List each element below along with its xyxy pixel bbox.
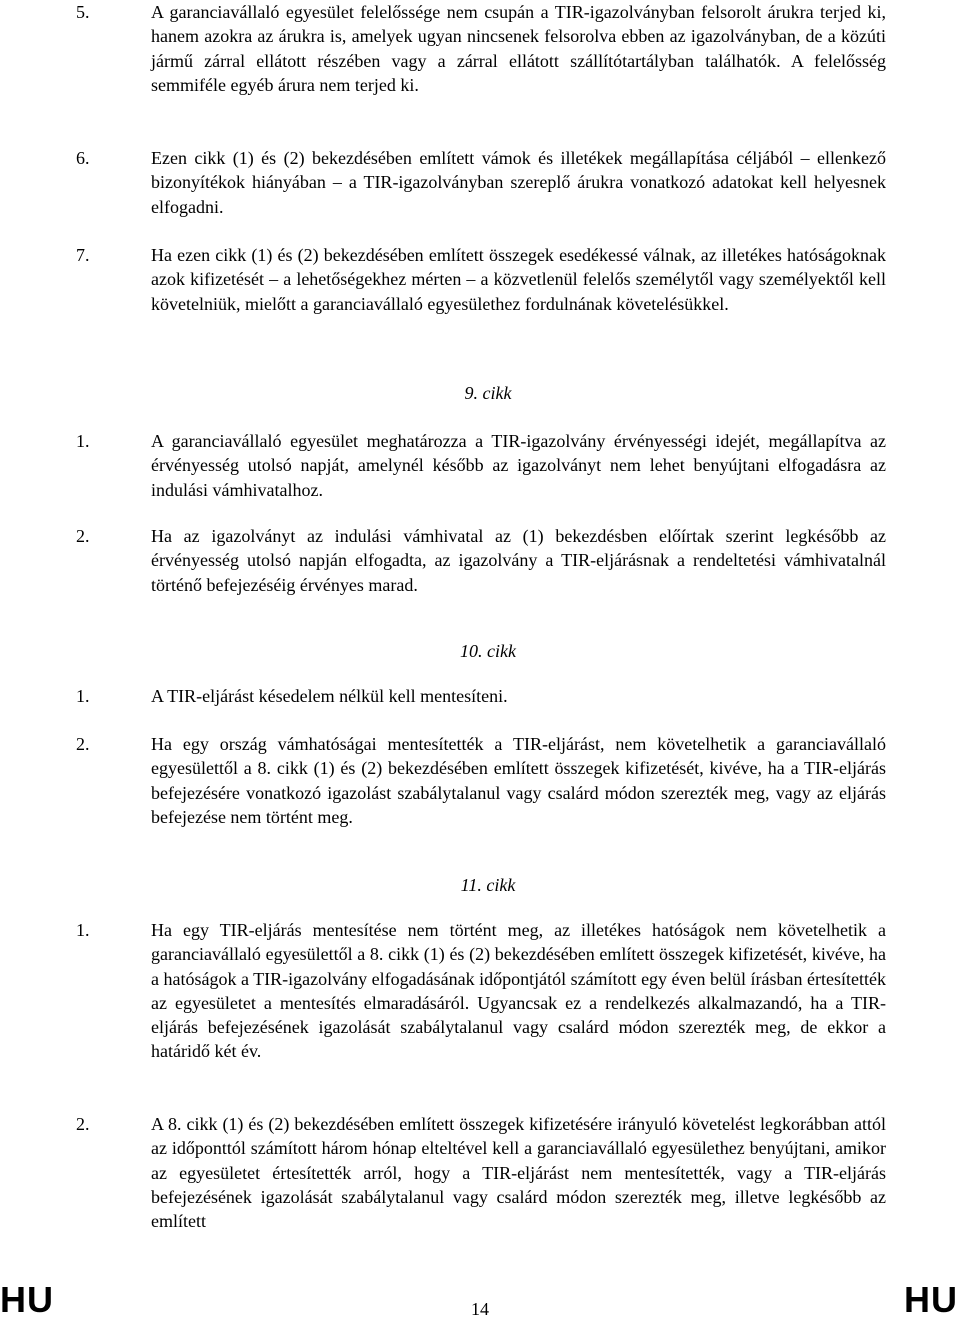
paragraph-number: 2. (76, 526, 90, 546)
paragraph-number: 6. (76, 148, 90, 168)
paragraph-number: 2. (76, 1114, 90, 1134)
paragraph-text: A 8. cikk (1) és (2) bekezdésében említett összegek kifizetésére irányuló követelést legkorábban attól az időponttól számított három hónap elteltével kell a garanciavállaló egyesülethez benyújtani, amikor az egyesületet értesítették arról, hogy a TIR-eljárást nem mentesítették, vagy a TIR-eljárás befejezésének igazolását szabálytalanul vagy csalárd módon szerezték meg, illetve legkésőbb az említett (151, 1114, 886, 1232)
article-heading-11 (0, 873, 960, 897)
paragraph-number: 1. (76, 686, 90, 706)
article-heading-text: 9. cikk (464, 383, 512, 403)
footer-language-mark-right: HU (904, 1279, 958, 1320)
footer-language-mark-left: HU (0, 1279, 54, 1320)
paragraph-number: 1. (76, 920, 90, 940)
paragraph-number: 5. (76, 2, 90, 22)
paragraph-number: 2. (76, 734, 90, 754)
page-number: 14 (471, 1299, 489, 1319)
article-heading-text: 10. cikk (460, 641, 516, 661)
paragraph-text: Ha ezen cikk (1) és (2) bekezdésében említett összegek esedékessé válnak, az illetékes hatóságoknak azok kifizetését – a lehetőségekhez mérten – a közvetlenül felelős személytől vagy személyektől kell követelniük, mielőtt a garanciavállaló egyesülethez fordulnának követelésükkel. (151, 245, 886, 314)
paragraph-text: Ha egy TIR-eljárás mentesítése nem történt meg, az illetékes hatóságok nem követelhetik a garanciavállaló egyesülettől a 8. cikk (1) és (2) bekezdésében említett összegek kifizetését, kivéve, ha a hatóságok a TIR-igazolvány elfogadásának időpontjától számított egy éven belül írásban értesítették az egyesületet a mentesítés elmaradásáról. Ugyancsak ez a rendelkezés alkalmazandó, ha a TIR-eljárás befejezésének igazolását szabálytalanul vagy csalárd módon szerezték meg, de ekkor a határidő két év. (151, 920, 886, 1062)
paragraph-text: Ha egy ország vámhatóságai mentesítették a TIR-eljárást, nem követelhetik a garanciavállaló egyesülettől a 8. cikk (1) és (2) bekezdésében említett összegek kifizetését, kivéve, ha a TIR-eljárás befejezésére vonatkozó igazolást szabálytalanul vagy csalárd módon szerezték meg, vagy az eljárás befejezése nem történt meg. (151, 734, 886, 827)
article-heading-text: 11. cikk (460, 875, 516, 895)
paragraph-text: Ezen cikk (1) és (2) bekezdésében említett vámok és illetékek megállapítása céljából – ellenkező bizonyítékok hiányában – a TIR-igazolványban szereplő árukra vonatkozó adatokat kell helyesnek elfogadni. (151, 148, 886, 217)
paragraph-number: 1. (76, 431, 90, 451)
paragraph-number: 7. (76, 245, 90, 265)
paragraph-text: A garanciavállaló egyesület meghatározza a TIR-igazolvány érvényességi idejét, megállapítva az érvényesség utolsó napját, amelynél később az igazolványt nem lehet benyújtani elfogadásra az indulási vámhivatalhoz. (151, 431, 886, 500)
article-heading-9 (0, 381, 960, 405)
paragraph-text: Ha az igazolványt az indulási vámhivatal az (1) bekezdésben előírtak szerint legkésőbb az érvényesség utolsó napján elfogadta, az igazolvány a TIR-eljárásnak a rendeltetési vámhivatalnál történő befejezéséig érvényes marad. (151, 526, 886, 595)
paragraph-text: A garanciavállaló egyesület felelőssége nem csupán a TIR-igazolványban felsorolt árukra terjed ki, hanem azokra az árukra is, amelyek ugyan nincsenek felsorolva ebben az igazolványban, de a közúti jármű zárral ellátott részében vagy a zárral ellátott szállítótartályban találhatók. A felelősség semmiféle egyéb árura nem terjed ki. (151, 2, 886, 95)
article-heading-10 (0, 639, 960, 663)
paragraph-text: A TIR-eljárást késedelem nélkül kell mentesíteni. (151, 686, 508, 706)
